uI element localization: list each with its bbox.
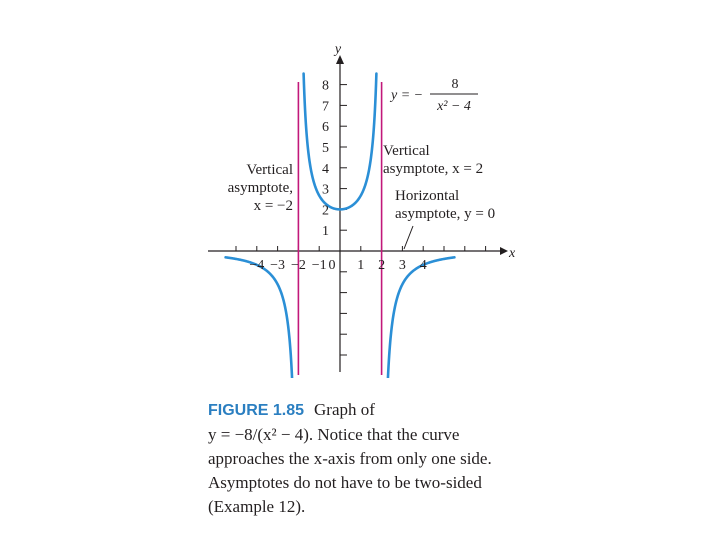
x-tick-label: −3 bbox=[270, 258, 286, 273]
caption-text-1: Graph of bbox=[314, 400, 375, 419]
figure-caption bbox=[208, 398, 528, 519]
equation-numerator: 8 bbox=[451, 77, 459, 92]
figure-label: FIGURE 1.85 bbox=[208, 402, 305, 419]
caption-line-1 bbox=[208, 398, 528, 423]
x-axis-label: x bbox=[509, 246, 516, 261]
x-tick-label: −2 bbox=[290, 258, 306, 273]
y-tick-label: 5 bbox=[322, 141, 329, 156]
caption-line-3: approaches the x-axis from only one side. bbox=[208, 449, 492, 468]
x-tick-label: −4 bbox=[249, 258, 265, 273]
x-tick-label: 1 bbox=[357, 258, 365, 273]
left-asymptote-note-line: asymptote, bbox=[227, 180, 293, 196]
equation-lhs: y = − bbox=[391, 88, 424, 103]
right-asymptote-note-line: Vertical bbox=[383, 143, 430, 159]
annotations bbox=[228, 77, 496, 249]
curve-branch-right bbox=[388, 257, 455, 380]
curve-branch-left bbox=[226, 257, 293, 380]
caption-line-2: y = −8/(x² − 4). Notice that the curve bbox=[208, 425, 460, 444]
y-tick-label: 4 bbox=[322, 161, 329, 177]
horizontal-asymptote-note-line: Horizontal bbox=[395, 188, 460, 204]
x-tick-label: 3 bbox=[398, 258, 406, 273]
y-tick-label: 6 bbox=[322, 120, 329, 136]
y-tick-label: 1 bbox=[322, 224, 329, 240]
x-tick-label: 2 bbox=[378, 258, 386, 273]
caption-line-4: Asymptotes do not have to be two-sided bbox=[208, 473, 482, 492]
equation-denominator: x² − 4 bbox=[437, 99, 471, 114]
left-asymptote-note-line: x = −2 bbox=[253, 198, 293, 214]
caption-line-5: (Example 12). bbox=[208, 497, 306, 516]
x-tick-label: 4 bbox=[419, 258, 427, 273]
y-tick-label: 2 bbox=[322, 203, 329, 219]
y-axis-label: y bbox=[334, 42, 342, 57]
x-axis-arrow bbox=[500, 247, 508, 255]
horizontal-asymptote-note-line: asymptote, y = 0 bbox=[395, 206, 496, 222]
y-tick-label: 3 bbox=[322, 182, 329, 198]
left-asymptote-note-line: Vertical bbox=[246, 162, 293, 178]
x-tick-label: −1 bbox=[311, 258, 327, 273]
horizontal-asymptote-pointer bbox=[404, 226, 413, 249]
y-tick-label: 7 bbox=[322, 99, 329, 115]
y-tick-label: 8 bbox=[322, 78, 329, 94]
x-tick-label: 0 bbox=[328, 258, 336, 273]
right-asymptote-note-line: asymptote, x = 2 bbox=[383, 161, 484, 177]
